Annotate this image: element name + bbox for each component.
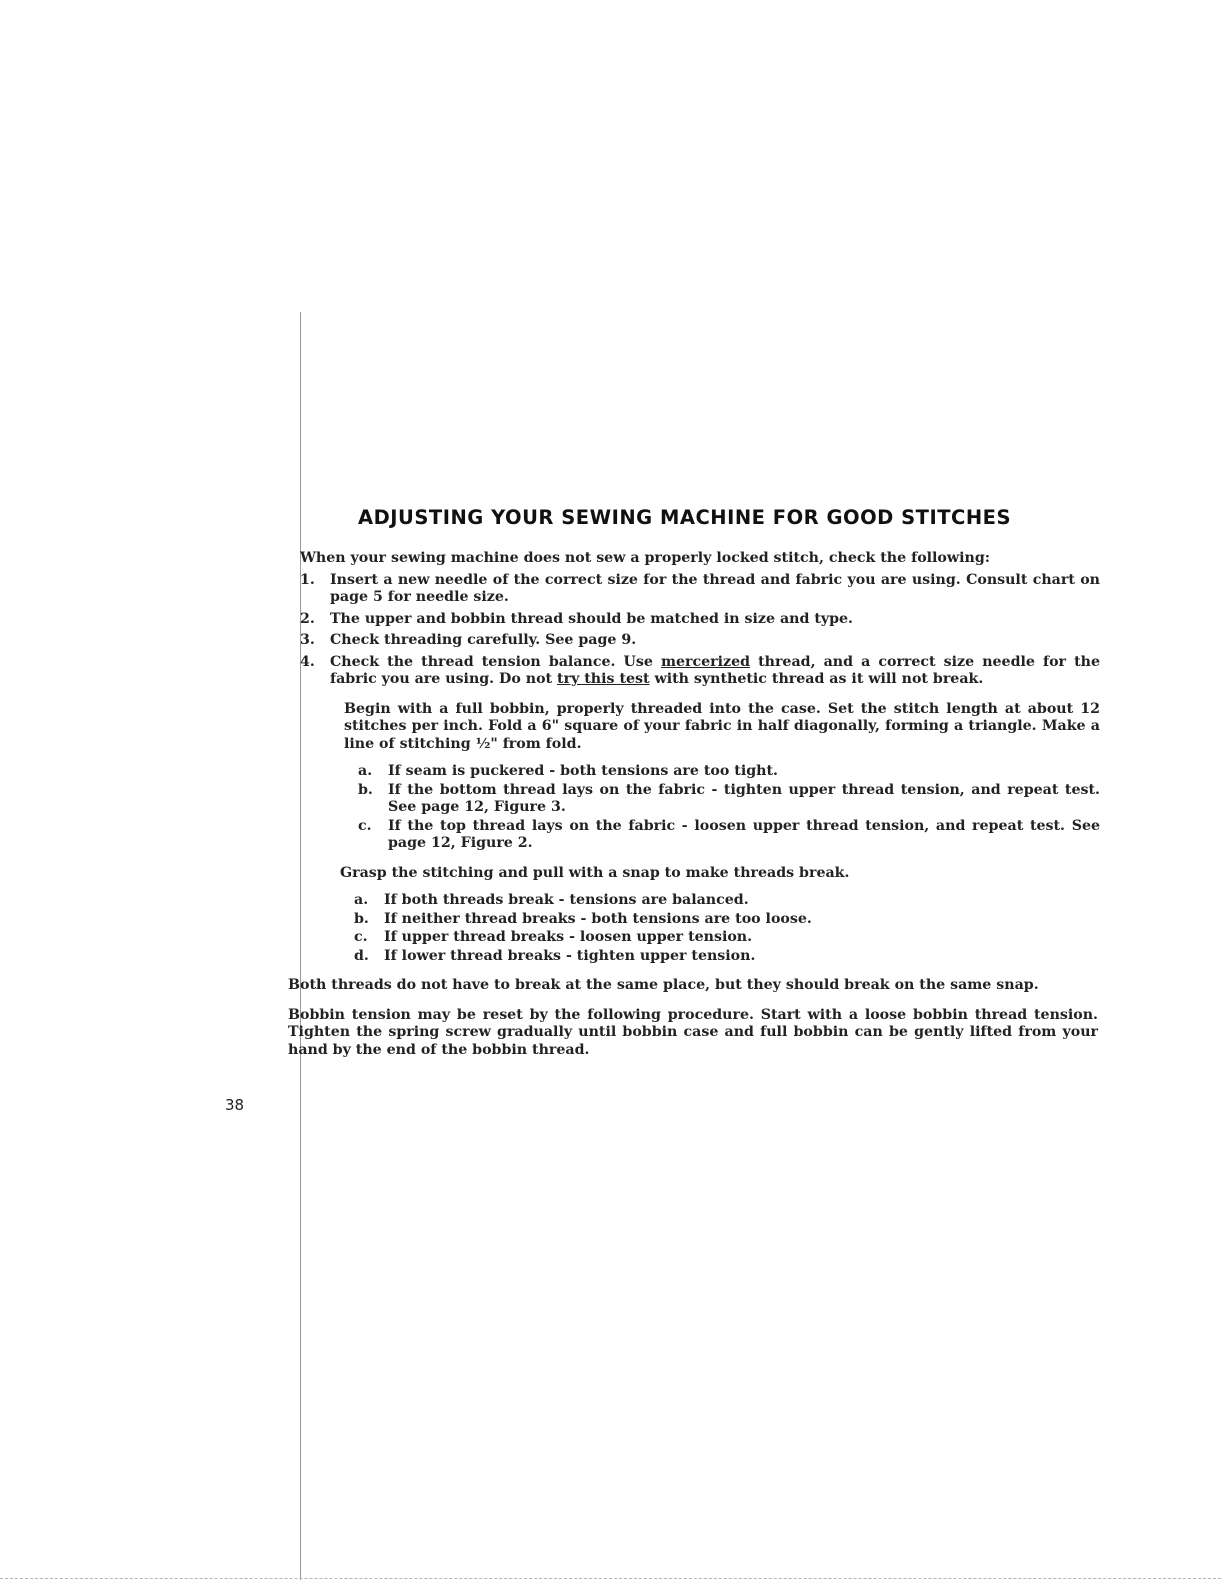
list-marker: 4. [300, 653, 315, 670]
underlined-term: try this test [557, 671, 650, 687]
page-number: 38 [225, 1096, 245, 1114]
intro-text: When your sewing machine does not sew a properly locked stitch, check the following: [300, 550, 990, 566]
list-item-text: If upper thread breaks - loosen upper tension. [384, 929, 753, 945]
seam-check-list [358, 763, 1100, 853]
tension-test-section [344, 701, 1100, 853]
bottom-scan-edge [0, 1578, 1221, 1579]
list-item-text: If the bottom thread lays on the fabric - tighten upper thread tension, and repeat test. See page 12, Figure 3. [388, 781, 1100, 815]
grasp-paragraph: Grasp the stitching and pull with a snap to make threads break. [340, 864, 850, 881]
snap-test-section [340, 865, 1100, 966]
list-item [300, 611, 1100, 629]
list-item [358, 763, 1100, 781]
list-item-text [330, 654, 1100, 689]
list-item-text: Insert a new needle of the correct size for the thread and fabric you are using. Consult chart on page 5 for needle size. [330, 571, 1100, 605]
list-marker: c. [354, 929, 368, 945]
break-check-list [354, 892, 1100, 965]
list-item [300, 572, 1100, 607]
text-segment: Check the thread tension balance. Use [330, 653, 661, 670]
page-title: ADJUSTING YOUR SEWING MACHINE FOR GOOD STITCHES [358, 506, 1012, 529]
list-marker: 3. [300, 632, 315, 648]
text-segment: with synthetic thread as it will not break. [649, 671, 984, 687]
both-threads-paragraph: Both threads do not have to break at the same place, but they should break on the same snap. [288, 977, 1039, 993]
list-item [354, 948, 1100, 966]
begin-paragraph: Begin with a full bobbin, properly threaded into the case. Set the stitch length at about 12 stitches per inch. Fold a 6" square of your fabric in half diagonally, forming a triangle. Make a line of stitching ½" from fold. [344, 700, 1100, 752]
list-marker: a. [358, 763, 373, 779]
bobbin-tension-paragraph: Bobbin tension may be reset by the following procedure. Start with a loose bobbin thread tension. Tighten the spring screw gradually until bobbin case and full bobbin can be gently lifted from your hand by the end of the bobbin thread. [288, 1006, 1098, 1058]
list-item-text: If neither thread breaks - both tensions are too loose. [384, 910, 812, 927]
list-item [300, 632, 1100, 650]
list-item-text: If the top thread lays on the fabric - loosen upper thread tension, and repeat test. See page 12, Figure 2. [388, 817, 1100, 851]
list-item [358, 782, 1100, 817]
list-item [358, 818, 1100, 853]
checklist [300, 572, 1100, 689]
list-item [354, 892, 1100, 910]
list-item [354, 929, 1100, 947]
list-marker: b. [354, 910, 369, 927]
list-item-text: Check threading carefully. See page 9. [330, 632, 637, 648]
list-marker: 1. [300, 571, 315, 588]
list-marker: d. [354, 947, 369, 964]
list-marker: a. [354, 892, 369, 908]
list-marker: b. [358, 781, 373, 798]
list-item [300, 654, 1100, 689]
list-item-text: The upper and bobbin thread should be matched in size and type. [330, 610, 853, 627]
list-item-text: If seam is puckered - both tensions are too tight. [388, 763, 778, 779]
list-marker: 2. [300, 610, 315, 627]
underlined-term: mercerized [660, 653, 751, 670]
instructions-body [288, 550, 1100, 1059]
list-item-text: If lower thread breaks - tighten upper tension. [384, 947, 756, 964]
list-item-text: If both threads break - tensions are balanced. [384, 892, 749, 908]
list-marker: c. [358, 817, 372, 834]
list-item [354, 911, 1100, 929]
text-segment: thread, and a correct size needle for the fabric you are using. Do not [330, 653, 1100, 687]
